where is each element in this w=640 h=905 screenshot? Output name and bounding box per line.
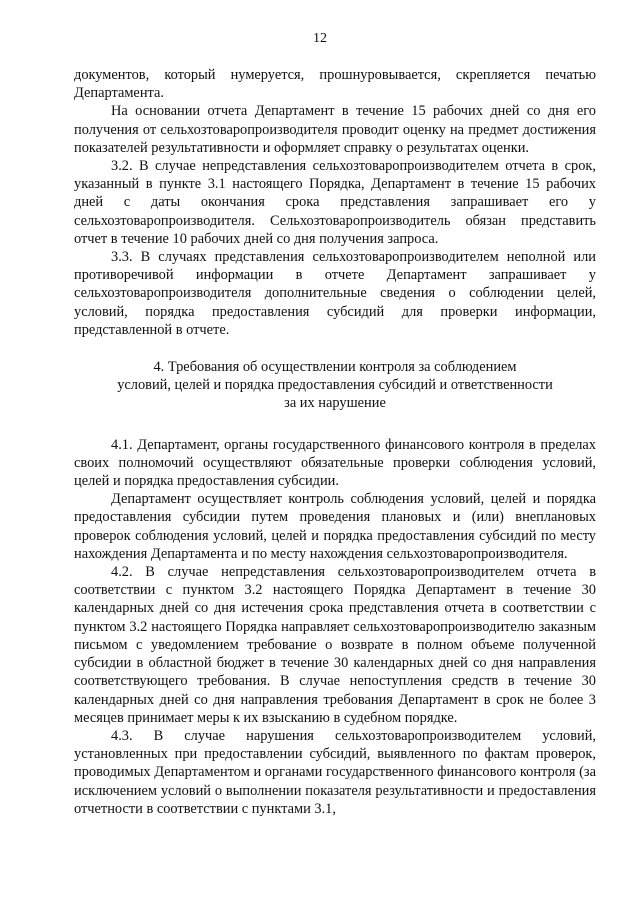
paragraph-4-3: 4.3. В случае нарушения сельхозтоваропроизводителем условий, установленных при предоставлении субсидий, выявленного по фактам проверок, проводимых Департаментом и органами государственного финансового контроля (за исключением условий о выполнении показателя результативности и предоставления отчетности в соответствии с пунктами 3.1,	[74, 727, 596, 817]
section-heading-line-3: за их нарушение	[284, 395, 386, 412]
document-body	[74, 66, 596, 818]
paragraph-3-3: 3.3. В случаях представления сельхозтоваропроизводителем неполной или противоречивой информации в отчете Департамент запрашивает у сельхозтоваропроизводителя дополнительные сведения о соблюдении целей, условий, порядка предоставления субсидий для проверки информации, представленной в отчете.	[74, 249, 596, 338]
section-heading-line-2: условий, целей и порядка предоставления субсидий и ответственности	[117, 377, 553, 394]
paragraph-continuation: документов, который нумеруется, прошнуровывается, скрепляется печатью Департамента.	[74, 67, 596, 102]
paragraph-4-2: 4.2. В случае непредставления сельхозтоваропроизводителем отчета в соответствии с пунктом 3.2 настоящего Порядка Департамент в течение 30 календарных дней со дня истечения срока представления отчета в соответствии с пунктом 3.2 настоящего Порядка направляет сельхозтоваропроизводителю заказным письмом с уведомлением требование о возврате в полном объеме полученной субсидии в областной бюджет в течение 30 календарных дней со дня направления соответствующего требования. В случае непоступления средств в течение 30 календарных дней со дня направления требования Департамент в срок не более 3 месяцев принимает меры к их взысканию в судебном порядке.	[74, 564, 596, 726]
paragraph-report-assessment: На основании отчета Департамент в течение 15 рабочих дней со дня его получения от сельхозтоваропроизводителя проводит оценку на предмет достижения показателей результативности и оформляет справку о результатах оценки.	[74, 103, 596, 156]
section-heading-line-1: 4. Требования об осуществлении контроля за соблюдением	[153, 359, 517, 376]
paragraph-control: Департамент осуществляет контроль соблюдения условий, целей и порядка предоставления субсидии путем проведения плановых и (или) внеплановых проверок соблюдения условий, целей и порядка предоставления субсидий по месту нахождения Департамента и по месту нахождения сельхозтоваропроизводителя.	[74, 491, 596, 562]
section-heading	[74, 358, 596, 413]
page-number: 12	[313, 31, 327, 46]
paragraph-3-2: 3.2. В случае непредставления сельхозтоваропроизводителем отчета в срок, указанный в пункте 3.1 настоящего Порядка, Департамент в течение 15 рабочих дней с даты окончания срока представления запрашивает его у сельхозтоваропроизводителя. Сельхозтоваропроизводитель обязан представить отчет в течение 10 рабочих дней со дня получения запроса.	[74, 158, 596, 247]
paragraph-4-1: 4.1. Департамент, органы государственного финансового контроля в пределах своих полномочий осуществляют обязательные проверки соблюдения условий, целей и порядка предоставления субсидии.	[74, 436, 596, 490]
